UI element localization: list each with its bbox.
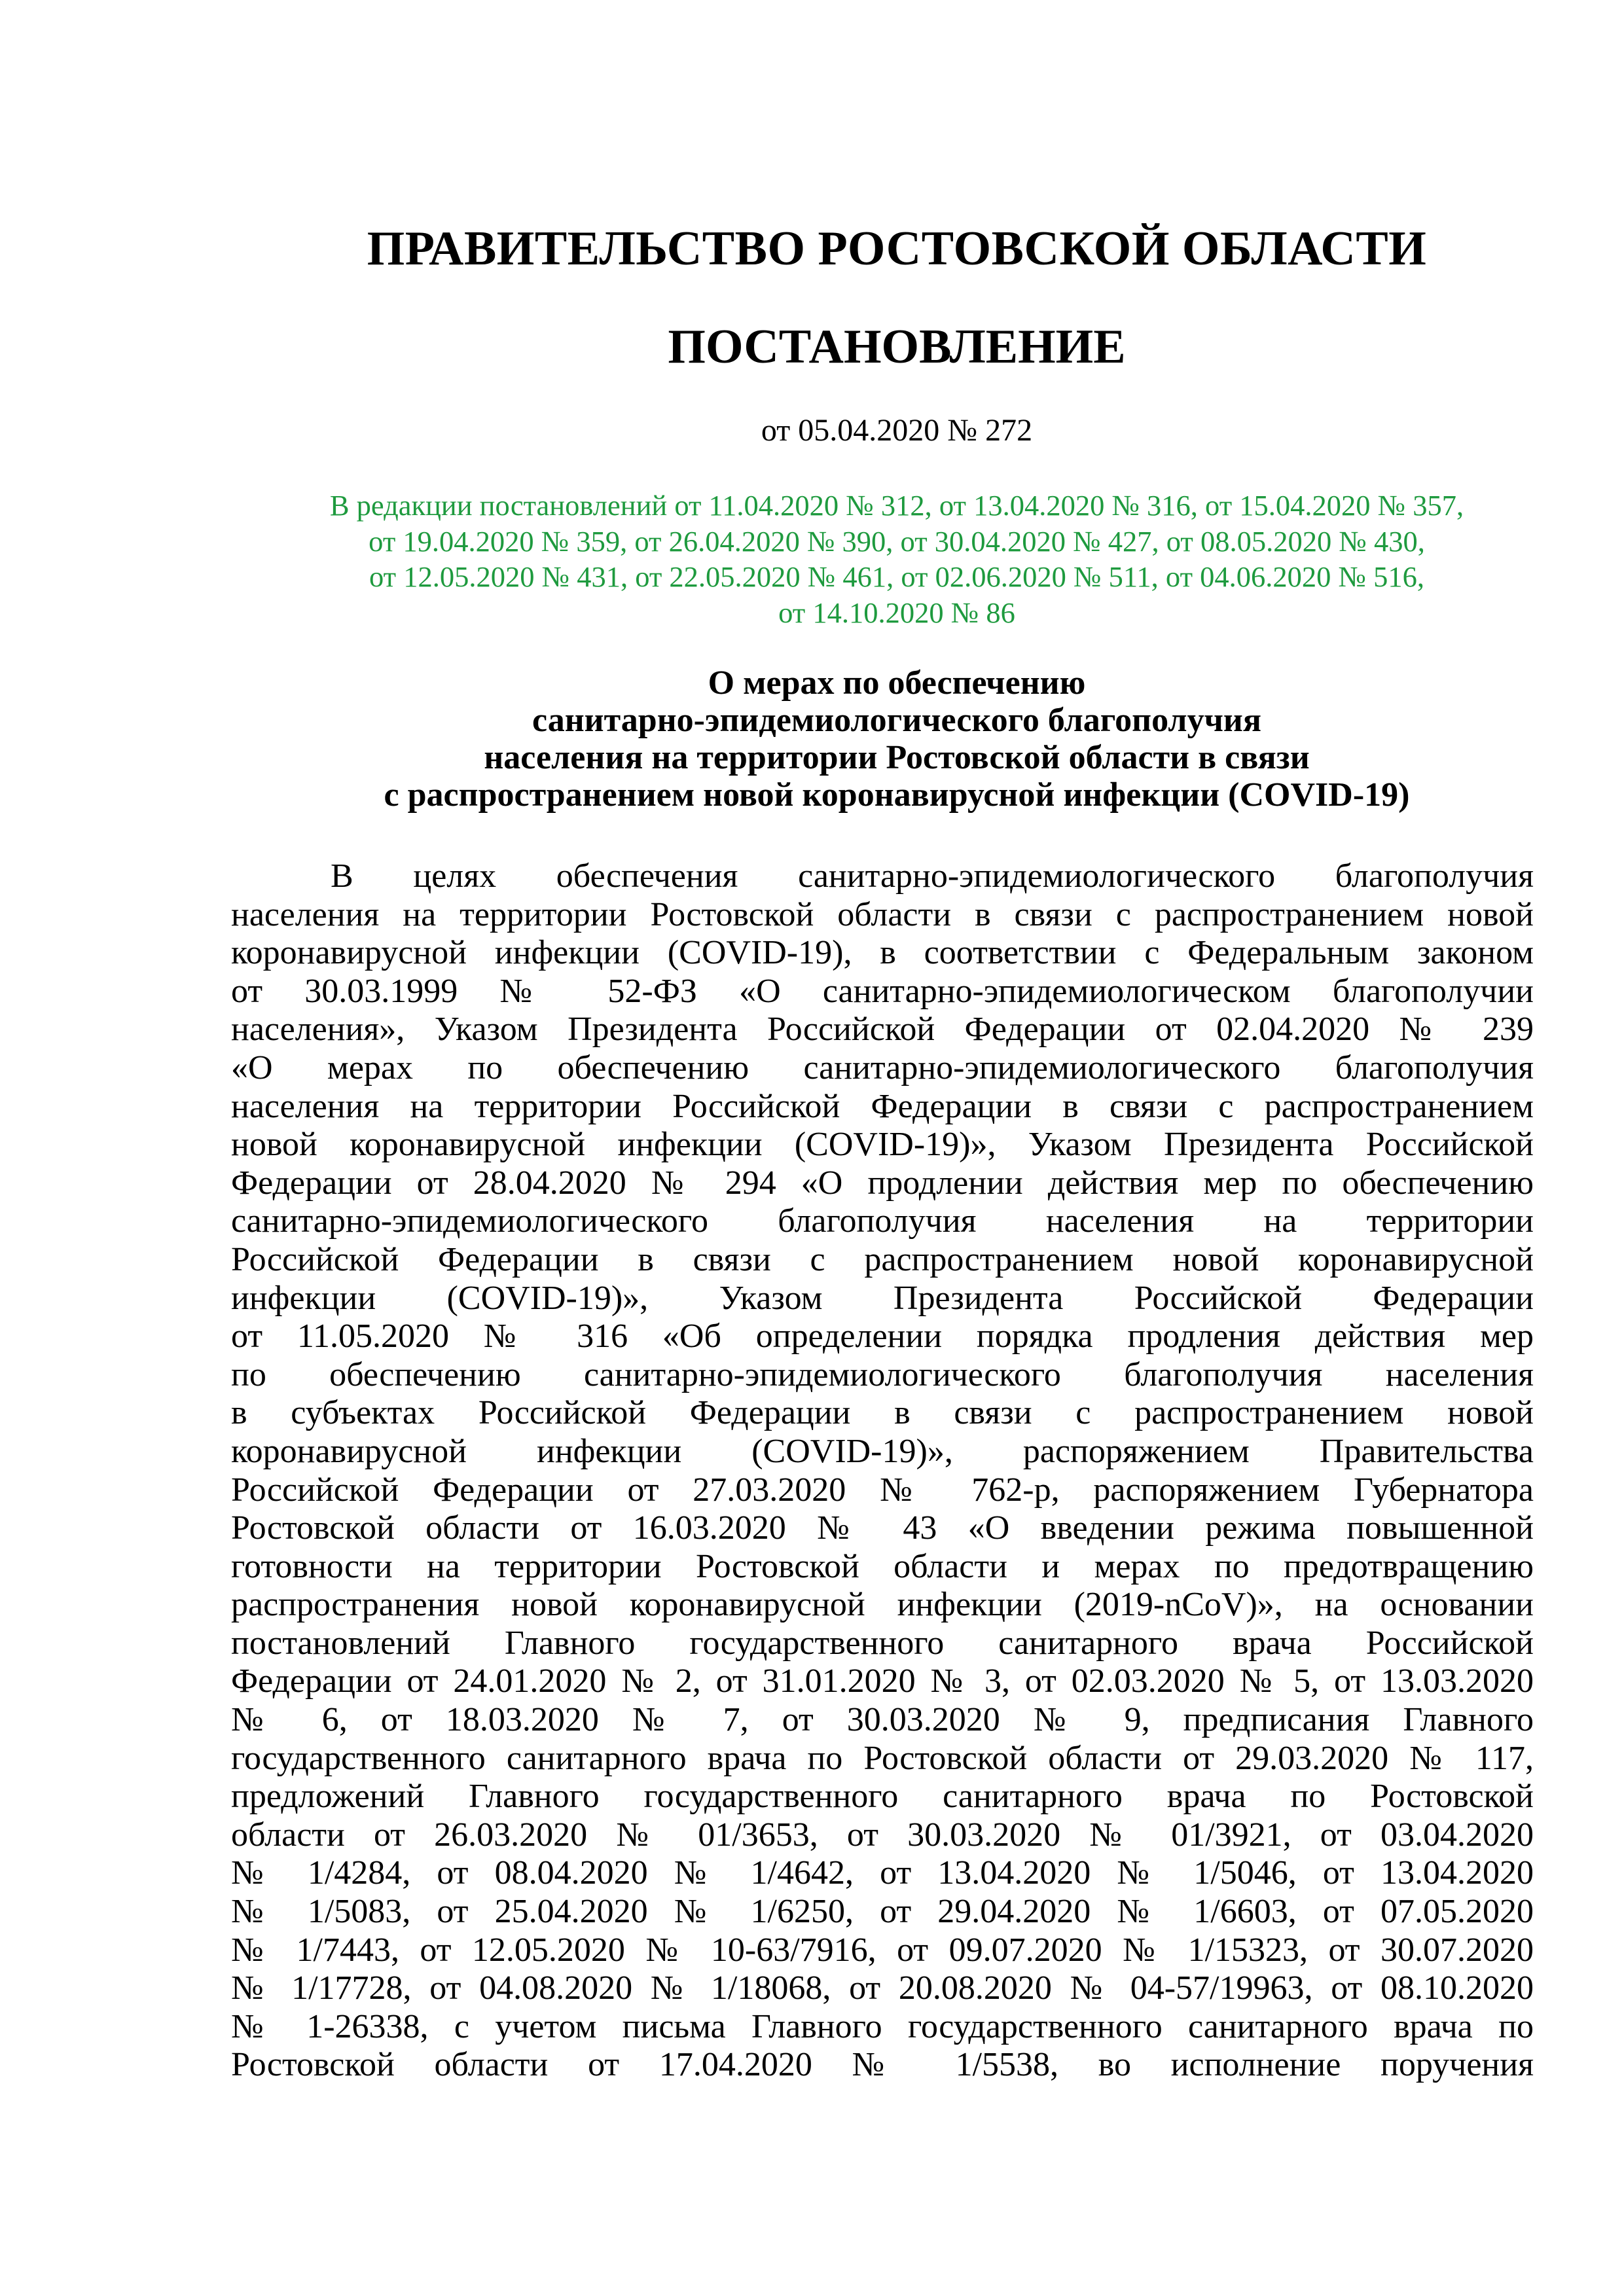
- body-line: предложений Главного государственного санитарного врача по Ростовской: [231, 1778, 1534, 1816]
- body-line: коронавирусной инфекции (COVID-19), в соответствии с Федеральным законом: [231, 934, 1534, 972]
- body-line: № 1/5083, от 25.04.2020 № 1/6250, от 29.04.2020 № 1/6603, от 07.05.2020: [231, 1893, 1534, 1931]
- body-line: государственного санитарного врача по Ростовской области от 29.03.2020 № 117,: [231, 1739, 1534, 1777]
- body-line: от 30.03.1999 № 52-ФЗ «О санитарно-эпидемиологическом благополучии: [231, 972, 1534, 1010]
- body-line: населения на территории Российской Федерации в связи с распространением: [231, 1087, 1534, 1125]
- body-line: В целях обеспечения санитарно-эпидемиологического благополучия: [331, 857, 1534, 895]
- body-line: области от 26.03.2020 № 01/3653, от 30.03.2020 № 01/3921, от 03.04.2020: [231, 1816, 1534, 1854]
- body-line: от 11.05.2020 № 316 «Об определении порядка продления действия мер: [231, 1318, 1534, 1355]
- body-line: распространения новой коронавирусной инфекции (2019-nCoV)», на основании: [231, 1586, 1534, 1624]
- body-line: № 1/4284, от 08.04.2020 № 1/4642, от 13.04.2020 № 1/5046, от 13.04.2020: [231, 1854, 1534, 1892]
- subject-line: санитарно-эпидемиологического благополучия: [532, 702, 1261, 739]
- body-line: Федерации от 28.04.2020 № 294 «О продлении действия мер по обеспечению: [231, 1164, 1534, 1202]
- body-paragraph: [231, 857, 1534, 2085]
- body-line: № 1-26338, с учетом письма Главного государственного санитарного врача по: [231, 2007, 1534, 2045]
- body-line: населения», Указом Президента Российской Федерации от 02.04.2020 № 239: [231, 1011, 1534, 1049]
- body-line: Ростовской области от 16.03.2020 № 43 «О введении режима повышенной: [231, 1509, 1534, 1547]
- body-line: новой коронавирусной инфекции (COVID-19)», Указом Президента Российской: [231, 1126, 1534, 1164]
- document-number: от 05.04.2020 № 272: [761, 413, 1033, 448]
- document-subject: [196, 664, 1597, 814]
- body-line: «О мерах по обеспечению санитарно-эпидемиологического благополучия: [231, 1049, 1534, 1086]
- body-line: постановлений Главного государственного санитарного врача Российской: [231, 1624, 1534, 1662]
- revision-history: [196, 488, 1597, 630]
- body-line: населения на территории Ростовской области в связи с распространением новой: [231, 895, 1534, 933]
- subject-line: населения на территории Ростовской области в связи: [484, 739, 1310, 776]
- body-line: инфекции (COVID-19)», Указом Президента Российской Федерации: [231, 1279, 1534, 1317]
- body-line: № 1/17728, от 04.08.2020 № 1/18068, от 20.08.2020 № 04-57/19963, от 08.10.2020: [231, 1969, 1534, 2007]
- body-line: по обеспечению санитарно-эпидемиологического благополучия населения: [231, 1355, 1534, 1393]
- subject-line: О мерах по обеспечению: [708, 664, 1086, 702]
- subject-line: с распространением новой коронавирусной инфекции (COVID-19): [384, 776, 1410, 814]
- body-line: Российской Федерации в связи с распространением новой коронавирусной: [231, 1240, 1534, 1278]
- body-line: Федерации от 24.01.2020 № 2, от 31.01.2020 № 3, от 02.03.2020 № 5, от 13.03.2020: [231, 1662, 1534, 1700]
- body-line: санитарно-эпидемиологического благополучия населения на территории: [231, 1202, 1534, 1240]
- body-line: № 1/7443, от 12.05.2020 № 10-63/7916, от 09.07.2020 № 1/15323, от 30.07.2020: [231, 1931, 1534, 1969]
- revision-line: от 19.04.2020 № 359, от 26.04.2020 № 390, от 30.04.2020 № 427, от 08.05.2020 № 430,: [369, 524, 1425, 558]
- revision-line: В редакции постановлений от 11.04.2020 № 312, от 13.04.2020 № 316, от 15.04.2020 № 357,: [329, 489, 1464, 522]
- body-line: Российской Федерации от 27.03.2020 № 762-р, распоряжением Губернатора: [231, 1471, 1534, 1509]
- body-line: коронавирусной инфекции (COVID-19)», распоряжением Правительства: [231, 1432, 1534, 1470]
- revision-line: от 14.10.2020 № 86: [778, 596, 1015, 629]
- government-title: ПРАВИТЕЛЬСТВО РОСТОВСКОЙ ОБЛАСТИ: [367, 222, 1427, 276]
- body-line: готовности на территории Ростовской области и мерах по предотвращению: [231, 1547, 1534, 1585]
- body-line: в субъектах Российской Федерации в связи с распространением новой: [231, 1394, 1534, 1432]
- body-line: Ростовской области от 17.04.2020 № 1/5538, во исполнение поручения: [231, 2046, 1534, 2084]
- body-line: № 6, от 18.03.2020 № 7, от 30.03.2020 № 9, предписания Главного: [231, 1701, 1534, 1739]
- revision-line: от 12.05.2020 № 431, от 22.05.2020 № 461, от 02.06.2020 № 511, от 04.06.2020 № 516,: [369, 560, 1424, 593]
- document-type-heading: ПОСТАНОВЛЕНИЕ: [668, 320, 1126, 374]
